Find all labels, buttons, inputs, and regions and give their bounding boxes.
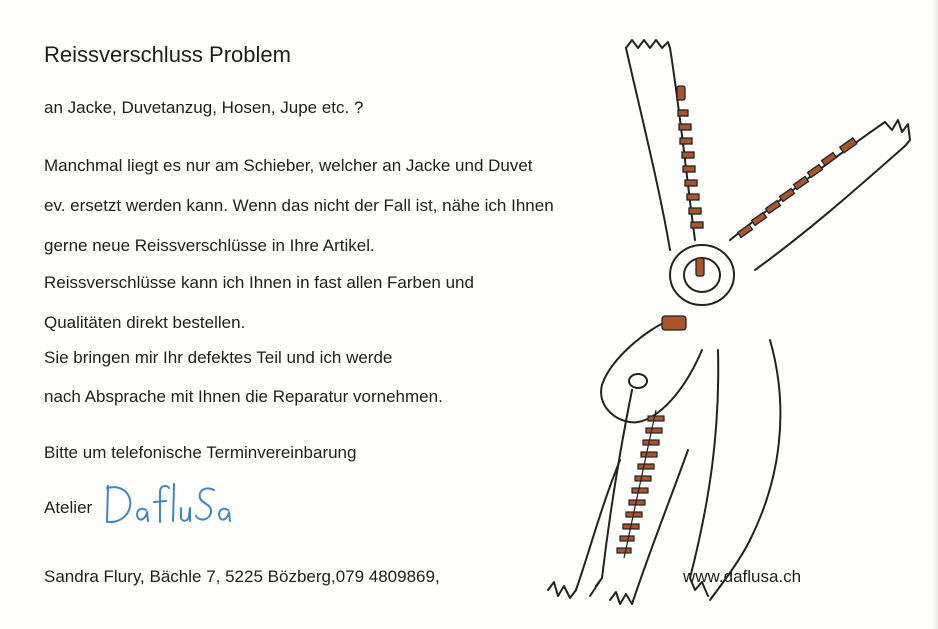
footer-address: Sandra Flury, Bächle 7, 5225 Bözberg,079 4809869, <box>44 567 440 586</box>
body-line-1: Manchmal liegt es nur am Schieber, welcher an Jacke und Duvet <box>44 156 533 175</box>
body-line-4: Reissverschlüsse kann ich Ihnen in fast allen Farben und <box>44 273 474 292</box>
body-line-5: Qualitäten direkt bestellen. <box>44 313 246 332</box>
daflusa-logo <box>102 478 242 530</box>
atelier-label: Atelier <box>44 498 93 517</box>
zipper-illustration-icon <box>520 30 925 620</box>
body-line-6: Sie bringen mir Ihr defektes Teil und ich werde <box>44 348 393 367</box>
appointment-note: Bitte um telefonische Terminvereinbarung <box>44 443 357 462</box>
body-line-7: nach Absprache mit Ihnen die Reparatur vornehmen. <box>44 387 443 406</box>
page-title: Reissverschluss Problem <box>44 42 291 67</box>
body-line-2: ev. ersetzt werden kann. Wenn das nicht der Fall ist, nähe ich Ihnen <box>44 196 554 215</box>
website-link[interactable]: www.daflusa.ch <box>683 567 802 586</box>
subtitle: an Jacke, Duvetanzug, Hosen, Jupe etc. ? <box>44 98 364 117</box>
card-edge <box>932 0 938 629</box>
body-line-3: gerne neue Reissverschlüsse in Ihre Artikel. <box>44 236 375 255</box>
